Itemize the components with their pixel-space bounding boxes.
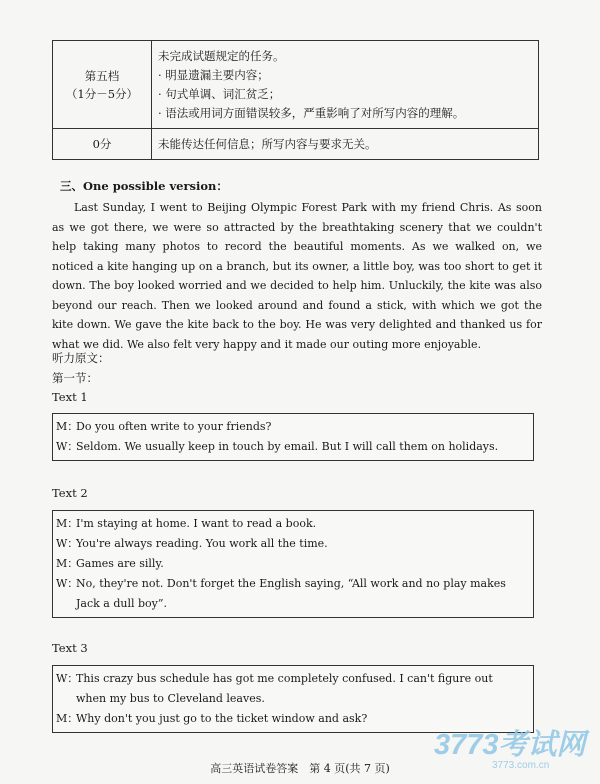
dialogue-line: [53, 534, 533, 554]
grade-level-name: 0分: [53, 129, 152, 160]
grade-criterion: 未完成试题规定的任务。: [158, 48, 285, 63]
dialogue-text: Do you often write to your friends?: [76, 420, 272, 433]
speaker-label: W：: [56, 577, 79, 590]
dialogue-line: [53, 417, 533, 437]
grade-criterion: 未能传达任何信息；所写内容与要求无关。: [152, 129, 539, 160]
speaker-label: W：: [56, 537, 79, 550]
dialogue-text: This crazy bus schedule has got me completely confused. I can't figure out when my bus to Cleveland leaves.: [76, 672, 493, 705]
dialogue-line: [53, 669, 533, 709]
dialogue-text: I'm staying at home. I want to read a book.: [76, 517, 317, 530]
dialogue-text: Games are silly.: [76, 557, 164, 570]
dialogue-line: [53, 514, 533, 534]
speaker-label: W：: [56, 672, 79, 685]
grade-row-zero: [53, 129, 539, 160]
grade-criterion: · 语法或用词方面错误较多，严重影响了对所写内容的理解。: [158, 105, 465, 120]
site-watermark-logo: [432, 723, 597, 771]
dialogue-box-text2: [52, 510, 534, 618]
text-label: Text 2: [52, 486, 88, 500]
listening-part-label: 第一节：: [52, 371, 98, 385]
grading-table: [52, 40, 539, 160]
grade-row-level5: [53, 41, 539, 129]
grade-criterion: · 明显遗漏主要内容；: [158, 67, 269, 82]
grade-description-cell: [152, 41, 539, 129]
grade-level-score: （1分－5分）: [65, 86, 139, 101]
dialogue-text: No, they're not. Don't forget the English saying, “All work and no play makes Jack a dull boy”.: [76, 577, 506, 610]
dialogue-text: Why don't you just go to the ticket window and ask?: [76, 712, 368, 725]
grade-level-name: 第五档: [84, 68, 120, 83]
dialogue-text: Seldom. We usually keep in touch by email. But I will call them on holidays.: [76, 440, 499, 453]
speaker-label: M：: [56, 420, 79, 433]
grade-level-cell: [53, 41, 152, 129]
speaker-label: W：: [56, 440, 79, 453]
dialogue-text: You're always reading. You work all the time.: [76, 537, 328, 550]
speaker-label: M：: [56, 557, 79, 570]
grade-criterion: · 句式单调、词汇贫乏；: [158, 86, 281, 101]
sample-essay: Last Sunday, I went to Beijing Olympic Forest Park with my friend Chris. As soon as we got there, we were so attracted by the breathtaking scenery that we couldn't help taking many photos to record the beautiful moments. As we walked on, we noticed a kite hanging up on a branch, but its owner, a little boy, was too short to get it down. The boy looked worried and we decided to help him. Unluckily, the kite was also beyond our reach. Then we looked around and found a stick, with which we got the kite down. We gave the kite back to the boy. He was very delighted and thanked us for what we did. We also felt very happy and it made our outing more enjoyable.: [52, 201, 542, 351]
watermark-brand: 3773考试网: [434, 729, 586, 761]
dialogue-line: [53, 437, 533, 457]
listening-heading: 听力原文：: [52, 351, 110, 365]
section-heading: 三、One possible version：: [60, 179, 228, 193]
speaker-label: M：: [56, 517, 79, 530]
dialogue-box-text1: [52, 413, 534, 461]
watermark-url: 3773.com.cn: [492, 760, 550, 771]
dialogue-line: [53, 554, 533, 574]
dialogue-line: [53, 574, 533, 614]
speaker-label: M：: [56, 712, 79, 725]
page-footer: 高三英语试卷答案 第 4 页(共 7 页): [210, 762, 390, 775]
text-label: Text 1: [52, 390, 88, 404]
text-label: Text 3: [52, 641, 88, 655]
